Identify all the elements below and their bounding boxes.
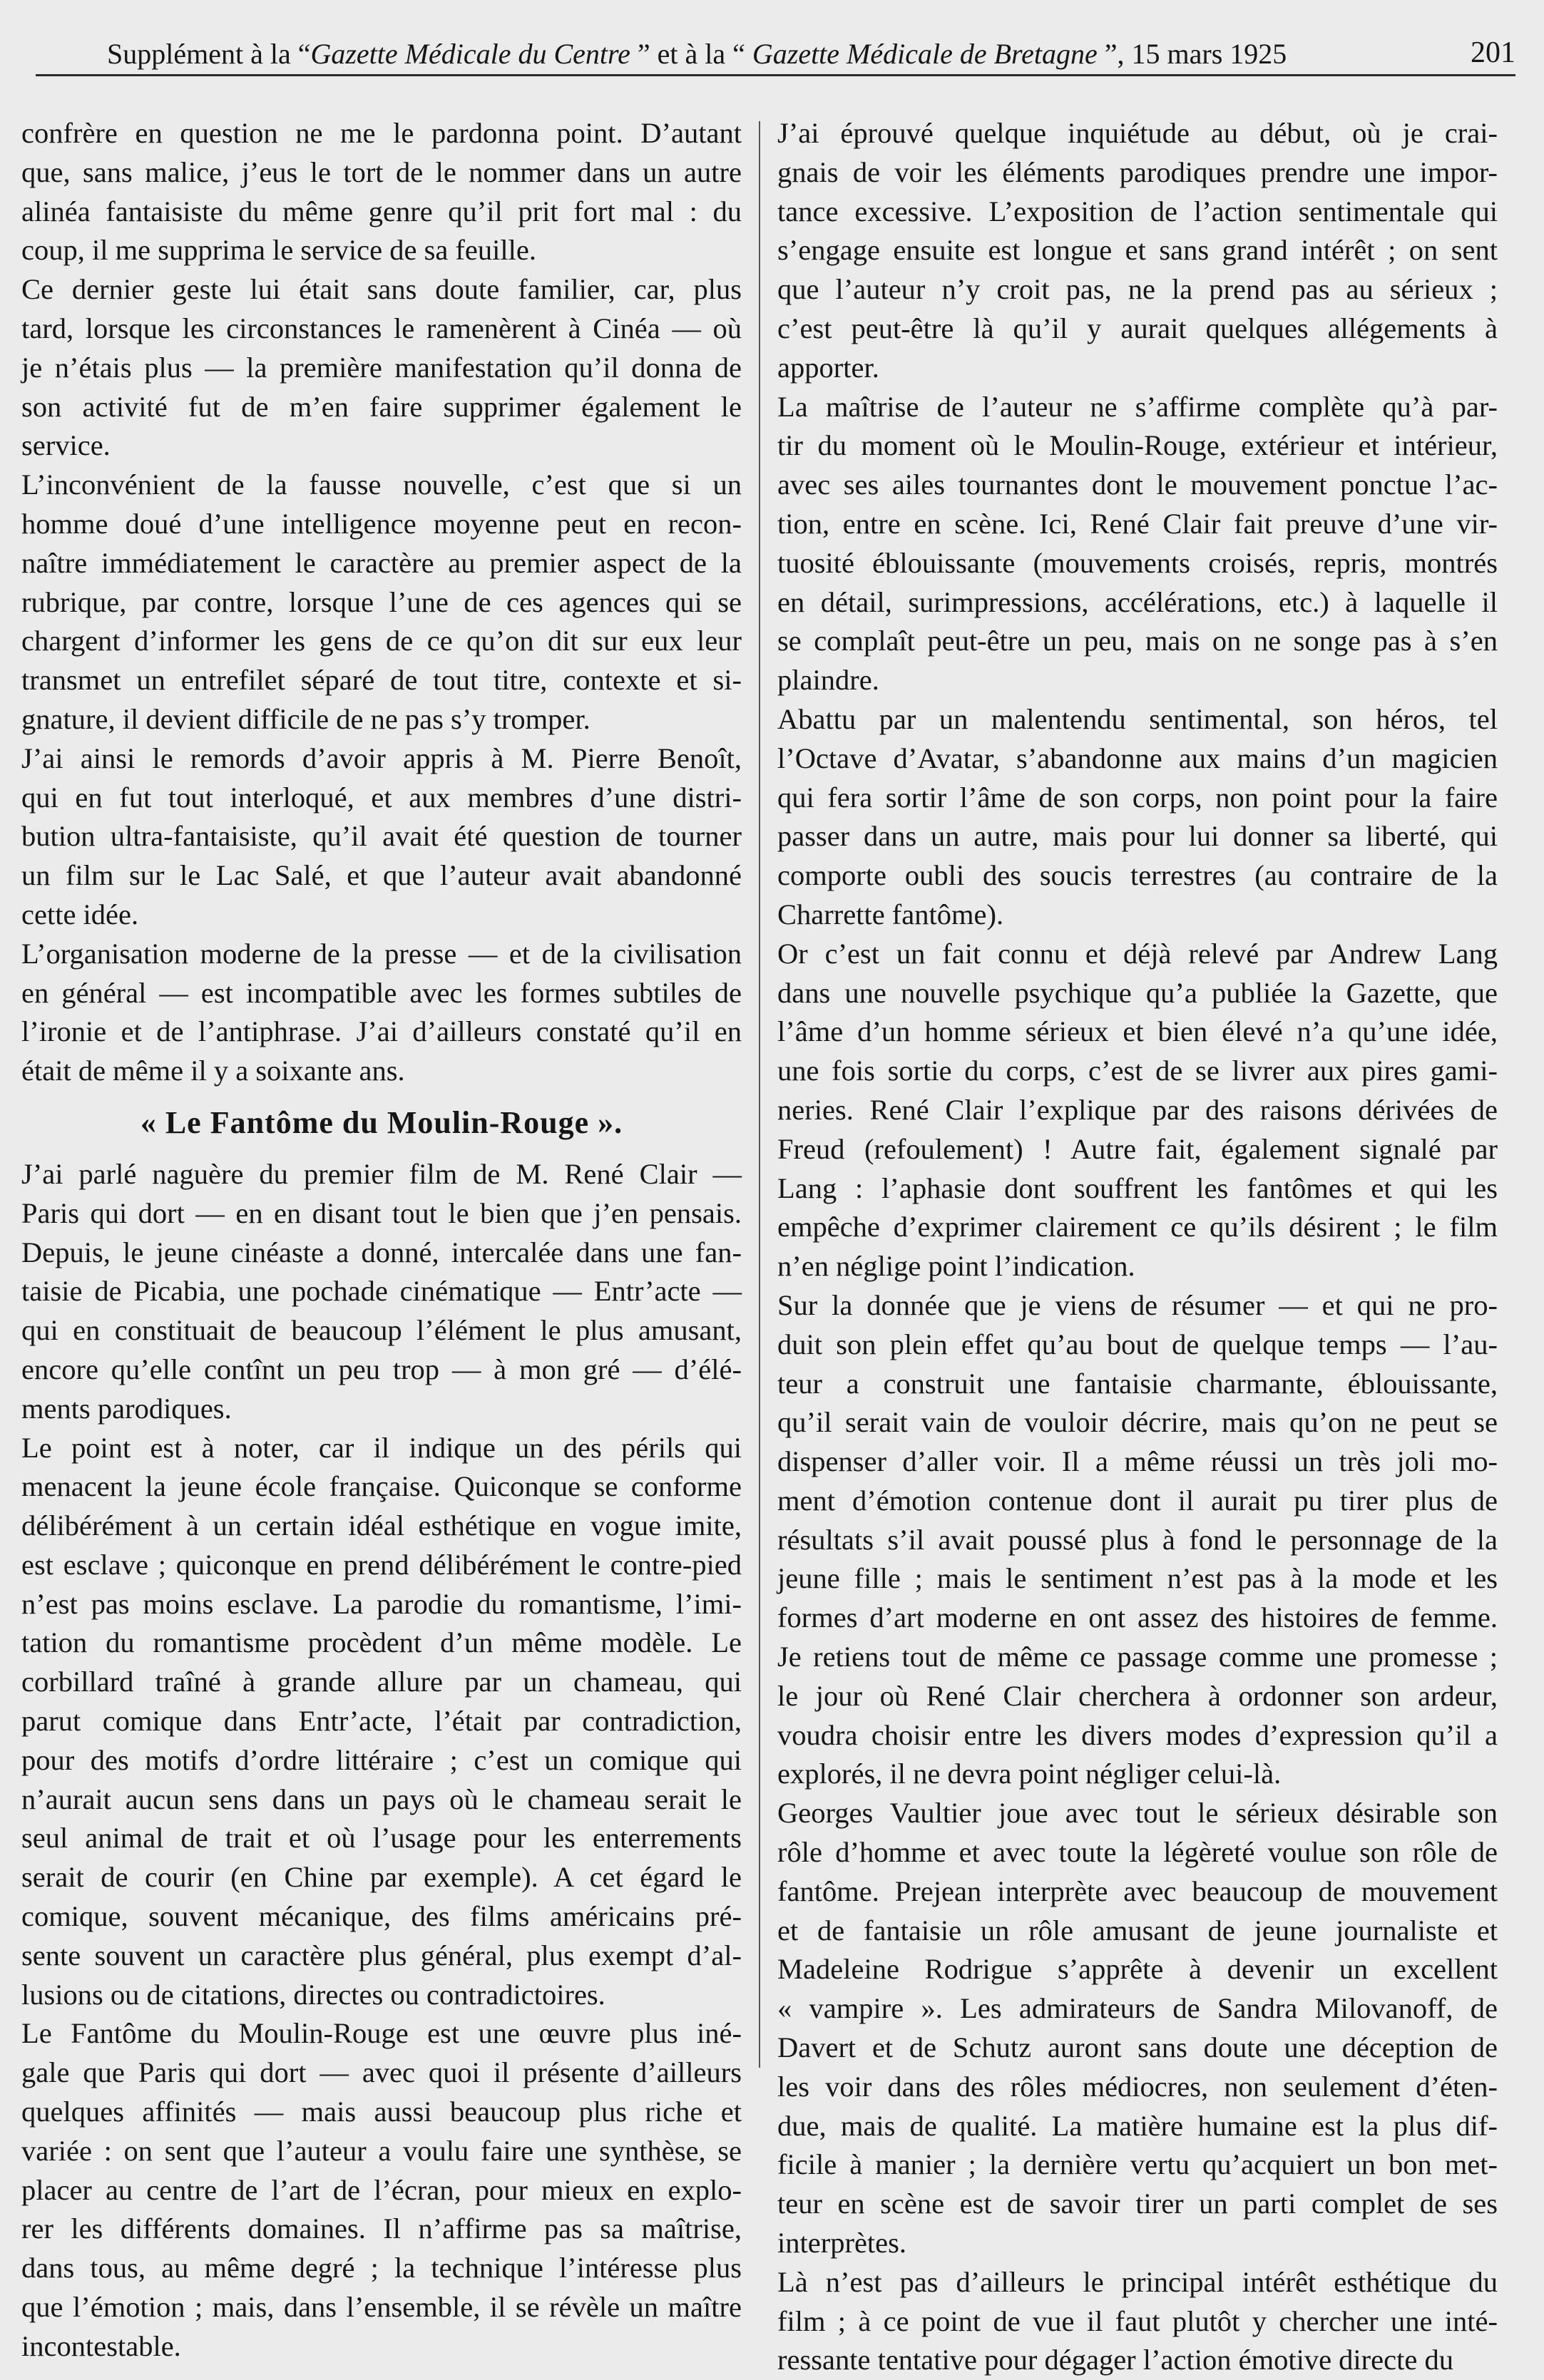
page-number: 201 bbox=[1471, 36, 1515, 69]
text-line: une fois sortie du corps, c’est de se livrer aux pires gami- bbox=[777, 1055, 1498, 1087]
text-line: dans tous, au même degré ; la technique l’intéresse plus bbox=[21, 2252, 742, 2284]
text-line: J’ai ainsi le remords d’avoir appris à M. Pierre Benoît, bbox=[21, 742, 742, 774]
paragraph bbox=[21, 2014, 742, 2366]
column-divider bbox=[759, 121, 760, 2068]
text-line: alinéa fantaisiste du même genre qu’il prit fort mal : du bbox=[21, 195, 742, 227]
paragraph bbox=[777, 388, 1498, 700]
text-line: service. bbox=[21, 429, 111, 462]
text-line: fantôme. Prejean interprète avec beaucoup de mouvement bbox=[777, 1874, 1498, 1907]
text-line: placer au centre de l’art de l’écran, pour mieux en explo- bbox=[21, 2173, 742, 2206]
paragraph bbox=[777, 700, 1498, 935]
text-line: résultats s’il avait poussé plus à fond le personnage de la bbox=[777, 1523, 1498, 1556]
text-line: Sur la donnée que je viens de résumer — et qui ne pro- bbox=[777, 1288, 1498, 1321]
text-line: J’ai parlé naguère du premier film de M. René Clair — bbox=[21, 1157, 742, 1190]
text-line: taisie de Picabia, une pochade cinématique — Entr’acte — bbox=[21, 1275, 742, 1308]
text-line: Or c’est un fait connu et déjà relevé par Andrew Lang bbox=[777, 937, 1498, 970]
text-line: gnais de voir les éléments parodiques prendre une impor- bbox=[777, 155, 1498, 188]
text-line: pour des motifs d’ordre littéraire ; c’est un comique qui bbox=[21, 1743, 742, 1776]
text-line: Madeleine Rodrigue s’apprête à devenir un excellent bbox=[777, 1953, 1498, 1986]
running-title-prefix: Supplément à la “ bbox=[107, 38, 311, 70]
text-line: tuosité éblouissante (mouvements croisés, repris, montrés bbox=[777, 546, 1498, 579]
text-line: que, sans malice, j’eus le tort de le nommer dans un autre bbox=[21, 155, 742, 188]
text-line: chargent d’informer les gens de ce qu’on dit sur eux leur bbox=[21, 625, 742, 657]
text-line: l’Octave d’Avatar, s’abandonne aux mains d’un magicien bbox=[777, 742, 1498, 774]
text-line: n’en néglige point l’indication. bbox=[777, 1250, 1135, 1283]
text-line: ment d’émotion contenue dont il aurait pu tirer plus de bbox=[777, 1484, 1498, 1517]
text-line: seul animal de trait et où l’usage pour les enterrements bbox=[21, 1822, 742, 1855]
text-line: transmet un entrefilet séparé de tout titre, contexte et si- bbox=[21, 664, 742, 697]
text-line: ressante tentative pour dégager l’action émotive directe du bbox=[777, 2344, 1453, 2376]
text-line: tir du moment où le Moulin-Rouge, extérieur et intérieur, bbox=[777, 429, 1498, 462]
text-line: explorés, il ne devra point négliger celui-là. bbox=[777, 1758, 1282, 1790]
text-line: qui en fut tout interloqué, et aux membres d’une distri- bbox=[21, 781, 742, 814]
journal-name-1: Gazette Médicale du Centre bbox=[310, 38, 630, 70]
text-line: Depuis, le jeune cinéaste a donné, intercalée dans une fan- bbox=[21, 1236, 742, 1268]
text-line: avec ses ailes tournantes dont le mouvement ponctue l’ac- bbox=[777, 468, 1498, 501]
text-line: dispenser d’aller voir. Il a même réussi un très joli mo- bbox=[777, 1445, 1498, 1478]
text-line: duit son plein effet qu’au bout de quelque temps — l’au- bbox=[777, 1328, 1498, 1360]
text-line: Le Fantôme du Moulin-Rouge est une œuvre plus iné- bbox=[21, 2017, 742, 2050]
text-line: voudra choisir entre les divers modes d’expression qu’il a bbox=[777, 1718, 1498, 1751]
paragraph bbox=[777, 2263, 1498, 2380]
text-line: se complaît peut-être un peu, mais on ne songe pas à s’en bbox=[777, 625, 1498, 657]
text-line: plaindre. bbox=[777, 664, 879, 697]
text-line: teur en scène est de savoir tirer un parti complet de ses bbox=[777, 2187, 1498, 2220]
text-line: jeune fille ; mais le sentiment n’est pas à la mode et les bbox=[777, 1562, 1498, 1595]
text-line: passer dans un autre, mais pour lui donner sa liberté, qui bbox=[777, 820, 1498, 853]
text-line: lusions ou de citations, directes ou contradictoires. bbox=[21, 1978, 605, 2011]
text-line: variée : on sent que l’auteur a voulu faire une synthèse, se bbox=[21, 2134, 742, 2167]
text-line: Freud (refoulement) ! Autre fait, également signalé par bbox=[777, 1132, 1498, 1165]
text-line: cette idée. bbox=[21, 898, 139, 930]
text-line: sente souvent un caractère plus général, plus exempt d’al- bbox=[21, 1939, 742, 1971]
text-line: l’âme d’un homme sérieux et bien élevé n’a qu’une idée, bbox=[777, 1015, 1498, 1048]
text-line: dans une nouvelle psychique qu’a publiée la Gazette, que bbox=[777, 976, 1498, 1009]
text-line: n’aurait aucun sens dans un pays où le chameau serait le bbox=[21, 1783, 742, 1815]
header-rule bbox=[36, 74, 1515, 76]
text-line: les voir dans des rôles médiocres, non seulement d’éten- bbox=[777, 2070, 1498, 2103]
text-line: en détail, surimpressions, accélérations, etc.) à laquelle il bbox=[777, 585, 1498, 618]
text-line: naître immédiatement le caractère au premier aspect de la bbox=[21, 546, 742, 579]
text-line: Lang : l’aphasie dont souffrent les fantômes et qui les bbox=[777, 1171, 1498, 1204]
paragraph bbox=[21, 270, 742, 466]
text-line: neries. René Clair l’explique par des raisons dérivées de bbox=[777, 1093, 1498, 1126]
text-line: La maîtrise de l’auteur ne s’affirme complète qu’à par- bbox=[777, 390, 1498, 423]
paragraph bbox=[777, 935, 1498, 1286]
text-line: gale que Paris qui dort — avec quoi il présente d’ailleurs bbox=[21, 2056, 742, 2089]
paragraph bbox=[777, 114, 1498, 388]
paragraph bbox=[777, 1794, 1498, 2263]
text-line: l’ironie et de l’antiphrase. J’ai d’ailleurs constaté qu’il en bbox=[21, 1015, 742, 1048]
text-line: Je retiens tout de même ce passage comme une promesse ; bbox=[777, 1641, 1498, 1673]
text-line: film ; à ce point de vue il faut plutôt y chercher une inté- bbox=[777, 2304, 1498, 2337]
text-line: et de fantaisie un rôle amusant de jeune journaliste et bbox=[777, 1914, 1498, 1946]
text-line: rer les différents domaines. Il n’affirme pas sa maîtrise, bbox=[21, 2212, 742, 2245]
paragraph bbox=[21, 935, 742, 1091]
text-line: qui en constituait de beaucoup l’élément le plus amusant, bbox=[21, 1314, 742, 1347]
page-header bbox=[29, 29, 1515, 78]
text-line: que l’auteur n’y croit pas, ne la prend pas au sérieux ; bbox=[777, 273, 1498, 306]
text-line: son activité fut de m’en faire supprimer également le bbox=[21, 390, 742, 423]
text-line: confrère en question ne me le pardonna point. D’autant bbox=[21, 117, 742, 149]
text-line: formes d’art moderne en ont assez des histoires de femme. bbox=[777, 1601, 1498, 1634]
text-line: Paris qui dort — en en disant tout le bien que j’en pensais. bbox=[21, 1196, 742, 1229]
running-title-mid: ” et à la “ bbox=[630, 38, 752, 70]
text-line: n’est pas moins esclave. La parodie du romantisme, l’imi- bbox=[21, 1587, 742, 1620]
text-line: J’ai éprouvé quelque inquiétude au début, où je crai- bbox=[777, 117, 1498, 149]
text-line: un film sur le Lac Salé, et que l’auteur avait abandonné bbox=[21, 859, 742, 892]
text-line: coup, il me supprima le service de sa feuille. bbox=[21, 234, 536, 267]
text-line: tation du romantisme procèdent d’un même modèle. Le bbox=[21, 1626, 742, 1659]
text-line: ficile à manier ; la dernière vertu qu’acquiert un bon met- bbox=[777, 2148, 1498, 2181]
text-line: « vampire ». Les admirateurs de Sandra Milovanoff, de bbox=[777, 1992, 1498, 2025]
text-line: bution ultra-fantaisiste, qu’il avait été question de tourner bbox=[21, 820, 742, 853]
text-line: qu’il serait vain de vouloir décrire, mais qu’on ne peut se bbox=[777, 1406, 1498, 1439]
paragraph bbox=[777, 1286, 1498, 1794]
text-line: encore qu’elle contînt un peu trop — à mon gré — d’élé- bbox=[21, 1353, 742, 1385]
text-line: apporter. bbox=[777, 351, 879, 384]
text-line: corbillard traîné à grande allure par un chameau, qui bbox=[21, 1666, 742, 1698]
text-line: parut comique dans Entr’acte, l’était par contradiction, bbox=[21, 1705, 742, 1738]
text-line: tion, entre en scène. Ici, René Clair fait preuve d’une vir- bbox=[777, 507, 1498, 540]
text-line: gnature, il devient difficile de ne pas s’y tromper. bbox=[21, 702, 590, 735]
text-line: comporte oubli des soucis terrestres (au contraire de la bbox=[777, 859, 1498, 892]
paragraph bbox=[21, 739, 742, 935]
paragraph bbox=[21, 1429, 742, 2015]
text-line: que l’émotion ; mais, dans l’ensemble, il se révèle un maître bbox=[21, 2291, 742, 2324]
text-line: rôle d’homme et avec toute la légèreté voulue son rôle de bbox=[777, 1836, 1498, 1869]
paragraph bbox=[21, 1155, 742, 1429]
text-line: serait de courir (en Chine par exemple). A cet égard le bbox=[21, 1861, 742, 1894]
text-line: Georges Vaultier joue avec tout le sérieux désirable son bbox=[777, 1797, 1498, 1830]
issue-date: ”, 15 mars 1925 bbox=[1097, 38, 1287, 70]
text-line: L’organisation moderne de la presse — et de la civilisation bbox=[21, 937, 742, 970]
text-line: était de même il y a soixante ans. bbox=[21, 1055, 405, 1087]
text-line: incontestable. bbox=[21, 2329, 181, 2362]
text-line: comique, souvent mécanique, des films américains pré- bbox=[21, 1900, 742, 1933]
text-line: ments parodiques. bbox=[21, 1392, 232, 1425]
text-line: je n’étais plus — la première manifestation qu’il donna de bbox=[21, 351, 742, 384]
text-line: rubrique, par contre, lorsque l’une de ces agences qui se bbox=[21, 585, 742, 618]
text-line: homme doué d’une intelligence moyenne peut en recon- bbox=[21, 507, 742, 540]
text-line: c’est peut-être là qu’il y aurait quelques allégements à bbox=[777, 312, 1498, 344]
journal-name-2: Gazette Médicale de Bretagne bbox=[752, 38, 1098, 70]
text-line: le jour où René Clair cherchera à ordonner son ardeur, bbox=[777, 1679, 1498, 1712]
text-line: en général — est incompatible avec les formes subtiles de bbox=[21, 976, 742, 1009]
text-line: teur a construit une fantaisie charmante, éblouissante, bbox=[777, 1367, 1498, 1400]
text-line: tance excessive. L’exposition de l’action sentimentale qui bbox=[777, 195, 1498, 227]
text-line: L’inconvénient de la fausse nouvelle, c’est que si un bbox=[21, 468, 742, 501]
text-line: s’engage ensuite est longue et sans grand intérêt ; on sent bbox=[777, 234, 1498, 267]
text-line: Abattu par un malentendu sentimental, son héros, tel bbox=[777, 702, 1498, 735]
text-line: menacent la jeune école française. Quiconque se conforme bbox=[21, 1470, 742, 1503]
text-line: est esclave ; quiconque en prend délibérément le contre-pied bbox=[21, 1548, 742, 1581]
text-line: interprètes. bbox=[777, 2227, 907, 2260]
text-line: Charrette fantôme). bbox=[777, 898, 1004, 930]
text-line: Là n’est pas d’ailleurs le principal intérêt esthétique du bbox=[777, 2265, 1498, 2298]
running-title bbox=[107, 37, 1287, 71]
text-line: Le point est à noter, car il indique un des périls qui bbox=[21, 1431, 742, 1464]
text-line: qui fera sortir l’âme de son corps, non point pour la faire bbox=[777, 781, 1498, 814]
text-line: Ce dernier geste lui était sans doute familier, car, plus bbox=[21, 273, 742, 306]
text-line: empêche d’exprimer clairement ce qu’ils désirent ; le film bbox=[777, 1211, 1498, 1243]
left-column bbox=[21, 114, 742, 2366]
text-line: Davert et de Schutz auront sans doute une déception de bbox=[777, 2031, 1498, 2064]
right-column bbox=[777, 114, 1498, 2380]
text-line: quelques affinités — mais aussi beaucoup plus riche et bbox=[21, 2096, 742, 2128]
paragraph bbox=[21, 466, 742, 739]
section-title: « Le Fantôme du Moulin-Rouge ». bbox=[140, 1104, 623, 1140]
text-line: délibérément à un certain idéal esthétique en vogue imite, bbox=[21, 1509, 742, 1542]
text-line: due, mais de qualité. La matière humaine est la plus dif- bbox=[777, 2109, 1498, 2142]
paragraph bbox=[21, 114, 742, 270]
text-line: tard, lorsque les circonstances le ramenèrent à Cinéa — où bbox=[21, 312, 742, 344]
